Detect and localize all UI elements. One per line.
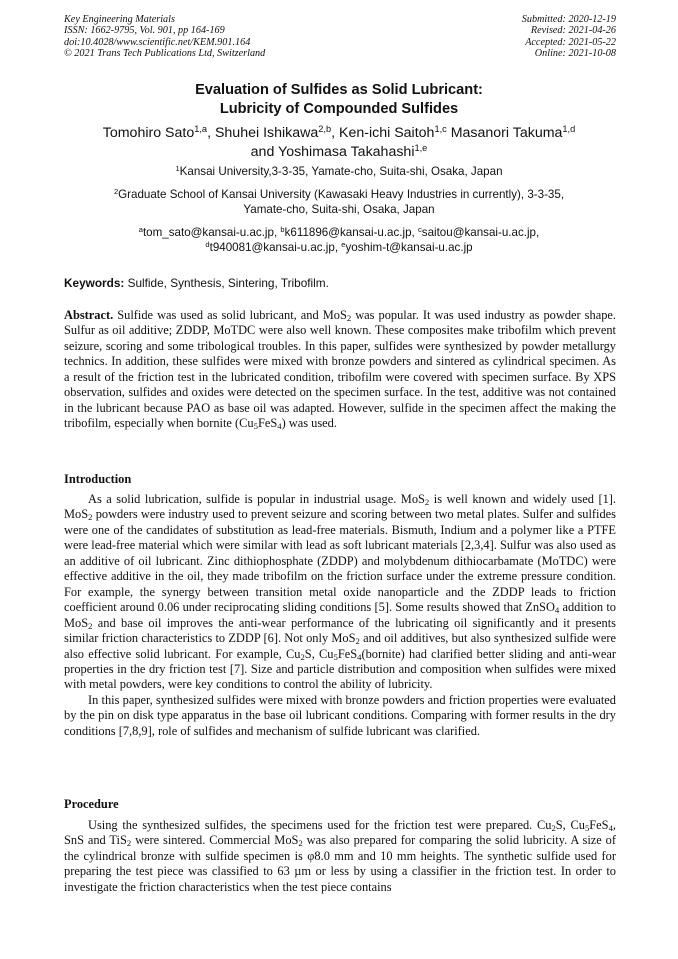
subscript: 2 xyxy=(88,620,93,631)
keywords-label: Keywords: xyxy=(64,276,125,290)
subscript: 2 xyxy=(346,313,352,324)
subscript: 4 xyxy=(608,823,613,834)
author-affil-sup: 1,e xyxy=(414,142,428,153)
text-run: FeS xyxy=(257,416,278,431)
abstract xyxy=(64,308,616,432)
subscript: 2 xyxy=(300,651,305,662)
dates-info xyxy=(522,14,616,59)
email-list xyxy=(40,225,638,255)
issn-line: ISSN: 1662-9795, Vol. 901, pp 164-169 xyxy=(64,25,225,37)
affiliation-2 xyxy=(40,187,638,217)
subscript: 4 xyxy=(554,605,560,616)
text-run: ) was used. xyxy=(281,416,337,431)
text-run: is well known and widely used [1]. MoS xyxy=(64,492,616,522)
keywords-text: Sulfide, Synthesis, Sintering, Tribofilm. xyxy=(127,276,329,290)
affiliations xyxy=(40,164,638,255)
subscript: 2 xyxy=(355,636,360,647)
email-link[interactable]: k611896@kansai-u.ac.jp, xyxy=(284,226,415,239)
subscript: 2 xyxy=(126,838,132,849)
procedure-heading: Procedure xyxy=(64,797,119,811)
text-run: As a solid lubrication, sulfide is popular in industrial usage. MoS xyxy=(88,492,425,506)
introduction-body xyxy=(64,492,616,739)
text-run: FeS xyxy=(589,818,609,832)
revised-date: Revised: 2021-04-26 xyxy=(530,25,616,37)
procedure-body xyxy=(64,818,616,895)
paper-title xyxy=(0,81,678,118)
text-run: S, Cu xyxy=(555,818,585,832)
email-sup: a xyxy=(138,224,143,234)
email-sup: d xyxy=(205,239,210,249)
author-list: Tomohiro Sato$^{1,a}$, Shuhei Ishikawa$^{2,b}$, Ken-ichi Saitoh$^{1,c}$ Masanori Takuma$^{1,d}$ and Yoshimasa Takahashi$^{1,e}$ xyxy=(102,123,576,160)
subscript: 4 xyxy=(277,421,282,432)
text-run: and oil additives, but also synthesized sulfide were also effective solid lubricant. For example, Cu xyxy=(64,631,616,661)
email-link[interactable]: yoshim-t@kansai-u.ac.jp xyxy=(345,241,473,254)
text-run: and base oil improves the anti-wear performance of the lubricating oil significantly and it presents similar friction characteristics to ZDDP [6]. Not only MoS xyxy=(64,615,616,646)
affiliation-1 xyxy=(40,164,638,179)
text-run: S, Cu xyxy=(304,646,334,661)
email-sup: e xyxy=(341,239,346,249)
author-name: Masanori Takuma xyxy=(450,125,563,141)
subscript: 2 xyxy=(551,823,556,834)
journal-info xyxy=(64,14,265,59)
text-run: (bornite) had clarified better sliding and anti-wear properties in the dry friction test [7]. Size and particle distribution and composition when sulfides were mixed with metal powders, were key conditions to control the ability of lubricity. xyxy=(64,646,616,692)
title-line-1: Evaluation of Sulfides as Solid Lubricant: xyxy=(195,82,483,98)
subscript: 5 xyxy=(584,823,590,834)
intro-paragraph-2: In this paper, synthesized sulfides were mixed with bronze powders and friction properties were evaluated by the pin on disk type apparatus in the base oil lubricant conditions. Comparing with former results in the dry conditions [7,8,9], role of sulfides and mechanism of sulfide lubricant was clarified. xyxy=(64,692,616,738)
copyright-line: © 2021 Trans Tech Publications Ltd, Switzerland xyxy=(64,47,266,59)
email-link[interactable]: tom_sato@kansai-u.ac.jp, xyxy=(142,226,278,239)
abstract-paragraph xyxy=(64,308,616,432)
subscript: 5 xyxy=(253,421,258,432)
author-name: Shuhei Ishikawa xyxy=(214,125,319,141)
text-run: was also prepared for comparing the solid lubricity. A size of the cylindrical bronze with sulfide specimen is φ8.0 mm and 10 mm heights. The synthetic sulfide used for preparing the test piece was classified to 63 µm or less by using a classifier in the friction test. In order to investigate the friction characteristics when the test piece contains xyxy=(64,833,616,894)
subscript: 5 xyxy=(333,651,338,662)
email-sup: b xyxy=(280,224,285,234)
affil-text: Kansai University,3-3-35, Yamate-cho, Suita-shi, Osaka, Japan xyxy=(179,165,503,178)
title-line-2: Lubricity of Compounded Sulfides xyxy=(219,100,459,117)
accepted-date: Accepted: 2021-05-22 xyxy=(525,36,616,48)
author-name: and Yoshimasa Takahashi xyxy=(250,144,415,160)
affil-text: Graduate School of Kansai University (Kawasaki Heavy Industries in currently), 3-3-35, xyxy=(118,188,565,201)
text-run: was popular. It was used industry as powder shape. Sulfur as oil additive; ZDDP, MoTDC were also well known. These composites make tribofilm which prevent seizure, scoring and some tribological troubles. In this paper, sulfides were synthesized by powder metallurgy technics. In addition, these sulfides were mixed with bronze powders and sintered as cylindrical specimen. As a result of the friction test in the lubricated condition, tribofilm were covered with specimen surface. By XPS observation, sulfides and oxides were detected on the specimen surface. In the test, additive was not contained in the lubricant because PAO as base oil was adapted. However, sulfide in the specimen affect the making the tribofilm, especially when bornite (Cu xyxy=(64,308,616,431)
author-name: Ken-ichi Saitoh xyxy=(339,125,435,141)
subscript: 2 xyxy=(298,838,303,849)
text-run: , SnS and TiS xyxy=(64,818,617,848)
text-run: Using the synthesized sulfides, the specimens used for the friction test were prepared. Cu xyxy=(88,818,552,832)
procedure-paragraph xyxy=(64,818,616,895)
intro-paragraph-1 xyxy=(64,492,616,693)
author-affil-sup: 1,c xyxy=(434,123,447,134)
introduction-heading: Introduction xyxy=(64,472,132,486)
text-run: addition to MoS xyxy=(64,600,616,630)
journal-name: Key Engineering Materials xyxy=(64,14,175,25)
subscript: 4 xyxy=(357,651,362,662)
text-run: powders were industry used to prevent seizure and scoring between two metal plates. Sulfer and sulfides were one of the candidates of substitution as lead-free materials. Bismuth, Indium and a polymer like a PTFE were lead-free material which were similar with lead as soft lubricant materials [2,3,4]. Sulfur was also used as an additive of oil lubricant. Zinc dithiophosphate (ZDDP) and molybdenum dithiocarbamate (MoTDC) were effective additive in the oil, they made tribofilm on the friction surface under the extreme pressure condition. For example, the synergy between transition metal oxide nanoparticle and the ZDDP leads to friction coefficient around 0.06 under reciprocating sliding conditions [5]. Some results showed that ZnSO xyxy=(64,507,616,615)
text-run: were sintered. Commercial MoS xyxy=(135,833,299,848)
keywords xyxy=(64,276,616,291)
author-affil-sup: 1,a xyxy=(194,123,208,134)
email-link[interactable]: t940081@kansai-u.ac.jp, xyxy=(209,241,339,254)
text-run: FeS xyxy=(337,646,358,661)
abstract-label: Abstract. xyxy=(64,308,114,322)
affil-sup: 1 xyxy=(175,163,180,173)
submitted-date: Submitted: 2020-12-19 xyxy=(521,14,616,25)
author-affil-sup: 2,b xyxy=(318,123,332,134)
doi-line: doi:10.4028/www.scientific.net/KEM.901.164 xyxy=(64,36,251,48)
text-run: Sulfide was used as solid lubricant, and MoS xyxy=(117,308,347,322)
author-name: Tomohiro Sato xyxy=(102,125,195,141)
subscript: 2 xyxy=(424,497,430,508)
affil-text: Yamate-cho, Suita-shi, Osaka, Japan xyxy=(243,203,435,216)
online-date: Online: 2021-10-08 xyxy=(534,47,616,59)
email-sup: c xyxy=(418,224,422,234)
email-link[interactable]: saitou@kansai-u.ac.jp, xyxy=(421,226,540,239)
subscript: 2 xyxy=(88,512,93,523)
author-affil-sup: 1,d xyxy=(562,123,576,134)
affil-sup: 2 xyxy=(113,186,119,196)
